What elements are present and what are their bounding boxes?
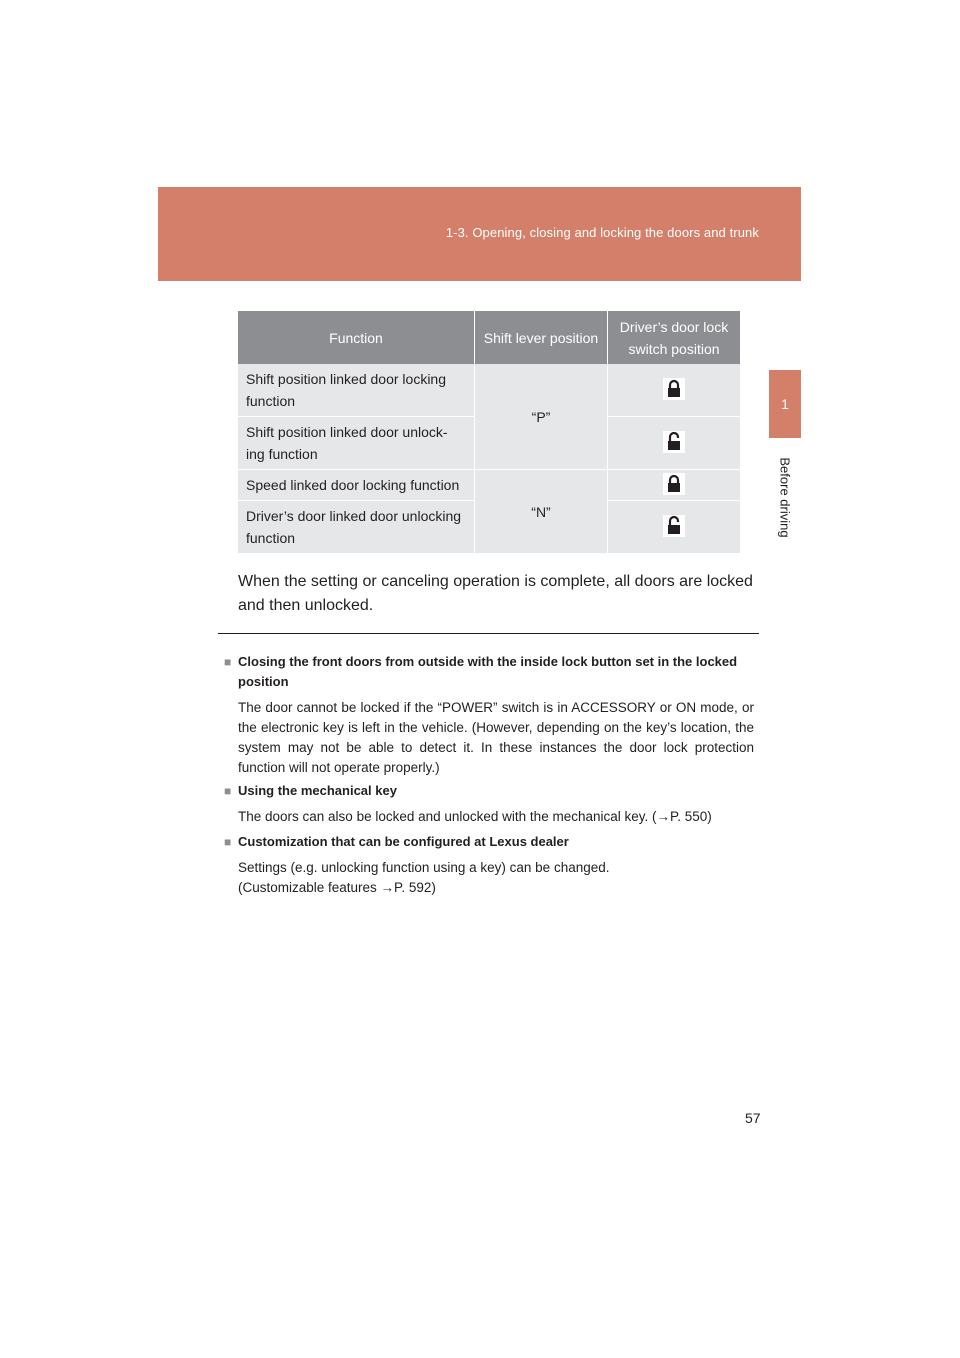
lock-open-icon [663,515,685,537]
lock-cell [608,417,740,470]
function-table [238,311,740,554]
chapter-number-tab[interactable] [769,370,801,438]
lock-open-icon [663,431,685,453]
info-section [224,832,754,898]
function-cell: Shift position linked door locking function [238,364,475,417]
lock-cell [608,501,740,554]
info-section-body: Settings (e.g. unlocking function using a key) can be changed. [238,860,610,875]
info-section [224,652,754,778]
lock-closed-icon [663,378,685,400]
square-bullet-icon: ■ [224,835,232,849]
square-bullet-icon: ■ [224,784,232,798]
info-section-body: (Customizable features →P. 592) [238,880,436,895]
page-number: 57 [745,1110,761,1126]
column-header-shift-lever: Shift lever position [475,311,608,364]
info-section-body: The doors can also be locked and unlocked with the mechanical key. (→P. 550) [238,809,712,824]
function-cell: Speed linked door locking function [238,470,475,501]
lock-cell [608,364,740,417]
info-section-title: Using the mechanical key [238,783,397,798]
info-section-title: Customization that can be configured at Lexus dealer [238,834,569,849]
table-row [238,364,740,417]
chapter-header-band [158,187,801,281]
completion-note: When the setting or canceling operation is complete, all doors are locked and then unlocked. [238,573,753,614]
info-section-body: The door cannot be locked if the “POWER” switch is in ACCESSORY or ON mode, or the electronic key is left in the vehicle. (However, depending on the key’s location, the system may not be able to detect it. In these instances the door lock protection function will not operate properly.) [238,700,754,775]
shift-position-cell: “N” [475,470,608,554]
chapter-number: 1 [781,396,789,412]
info-section-title: Closing the front doors from outside with the inside lock button set in the locked position [238,654,738,689]
table-row [238,470,740,501]
square-bullet-icon: ■ [224,655,232,669]
section-title: 1-3. Opening, closing and locking the doors and trunk [445,225,759,240]
column-header-function: Function [238,311,475,364]
shift-position-cell: “P” [475,364,608,470]
table-header-row [238,311,740,364]
lock-cell [608,470,740,501]
lock-closed-icon [663,473,685,495]
function-cell: Driver’s door linked door unlocking function [238,501,475,554]
chapter-label: Before driving [777,456,793,538]
info-section [224,781,754,827]
column-header-lock-switch: Driver’s door lock switch position [608,311,740,364]
section-divider [218,633,759,634]
function-cell: Shift position linked door unlock-ing function [238,417,475,470]
